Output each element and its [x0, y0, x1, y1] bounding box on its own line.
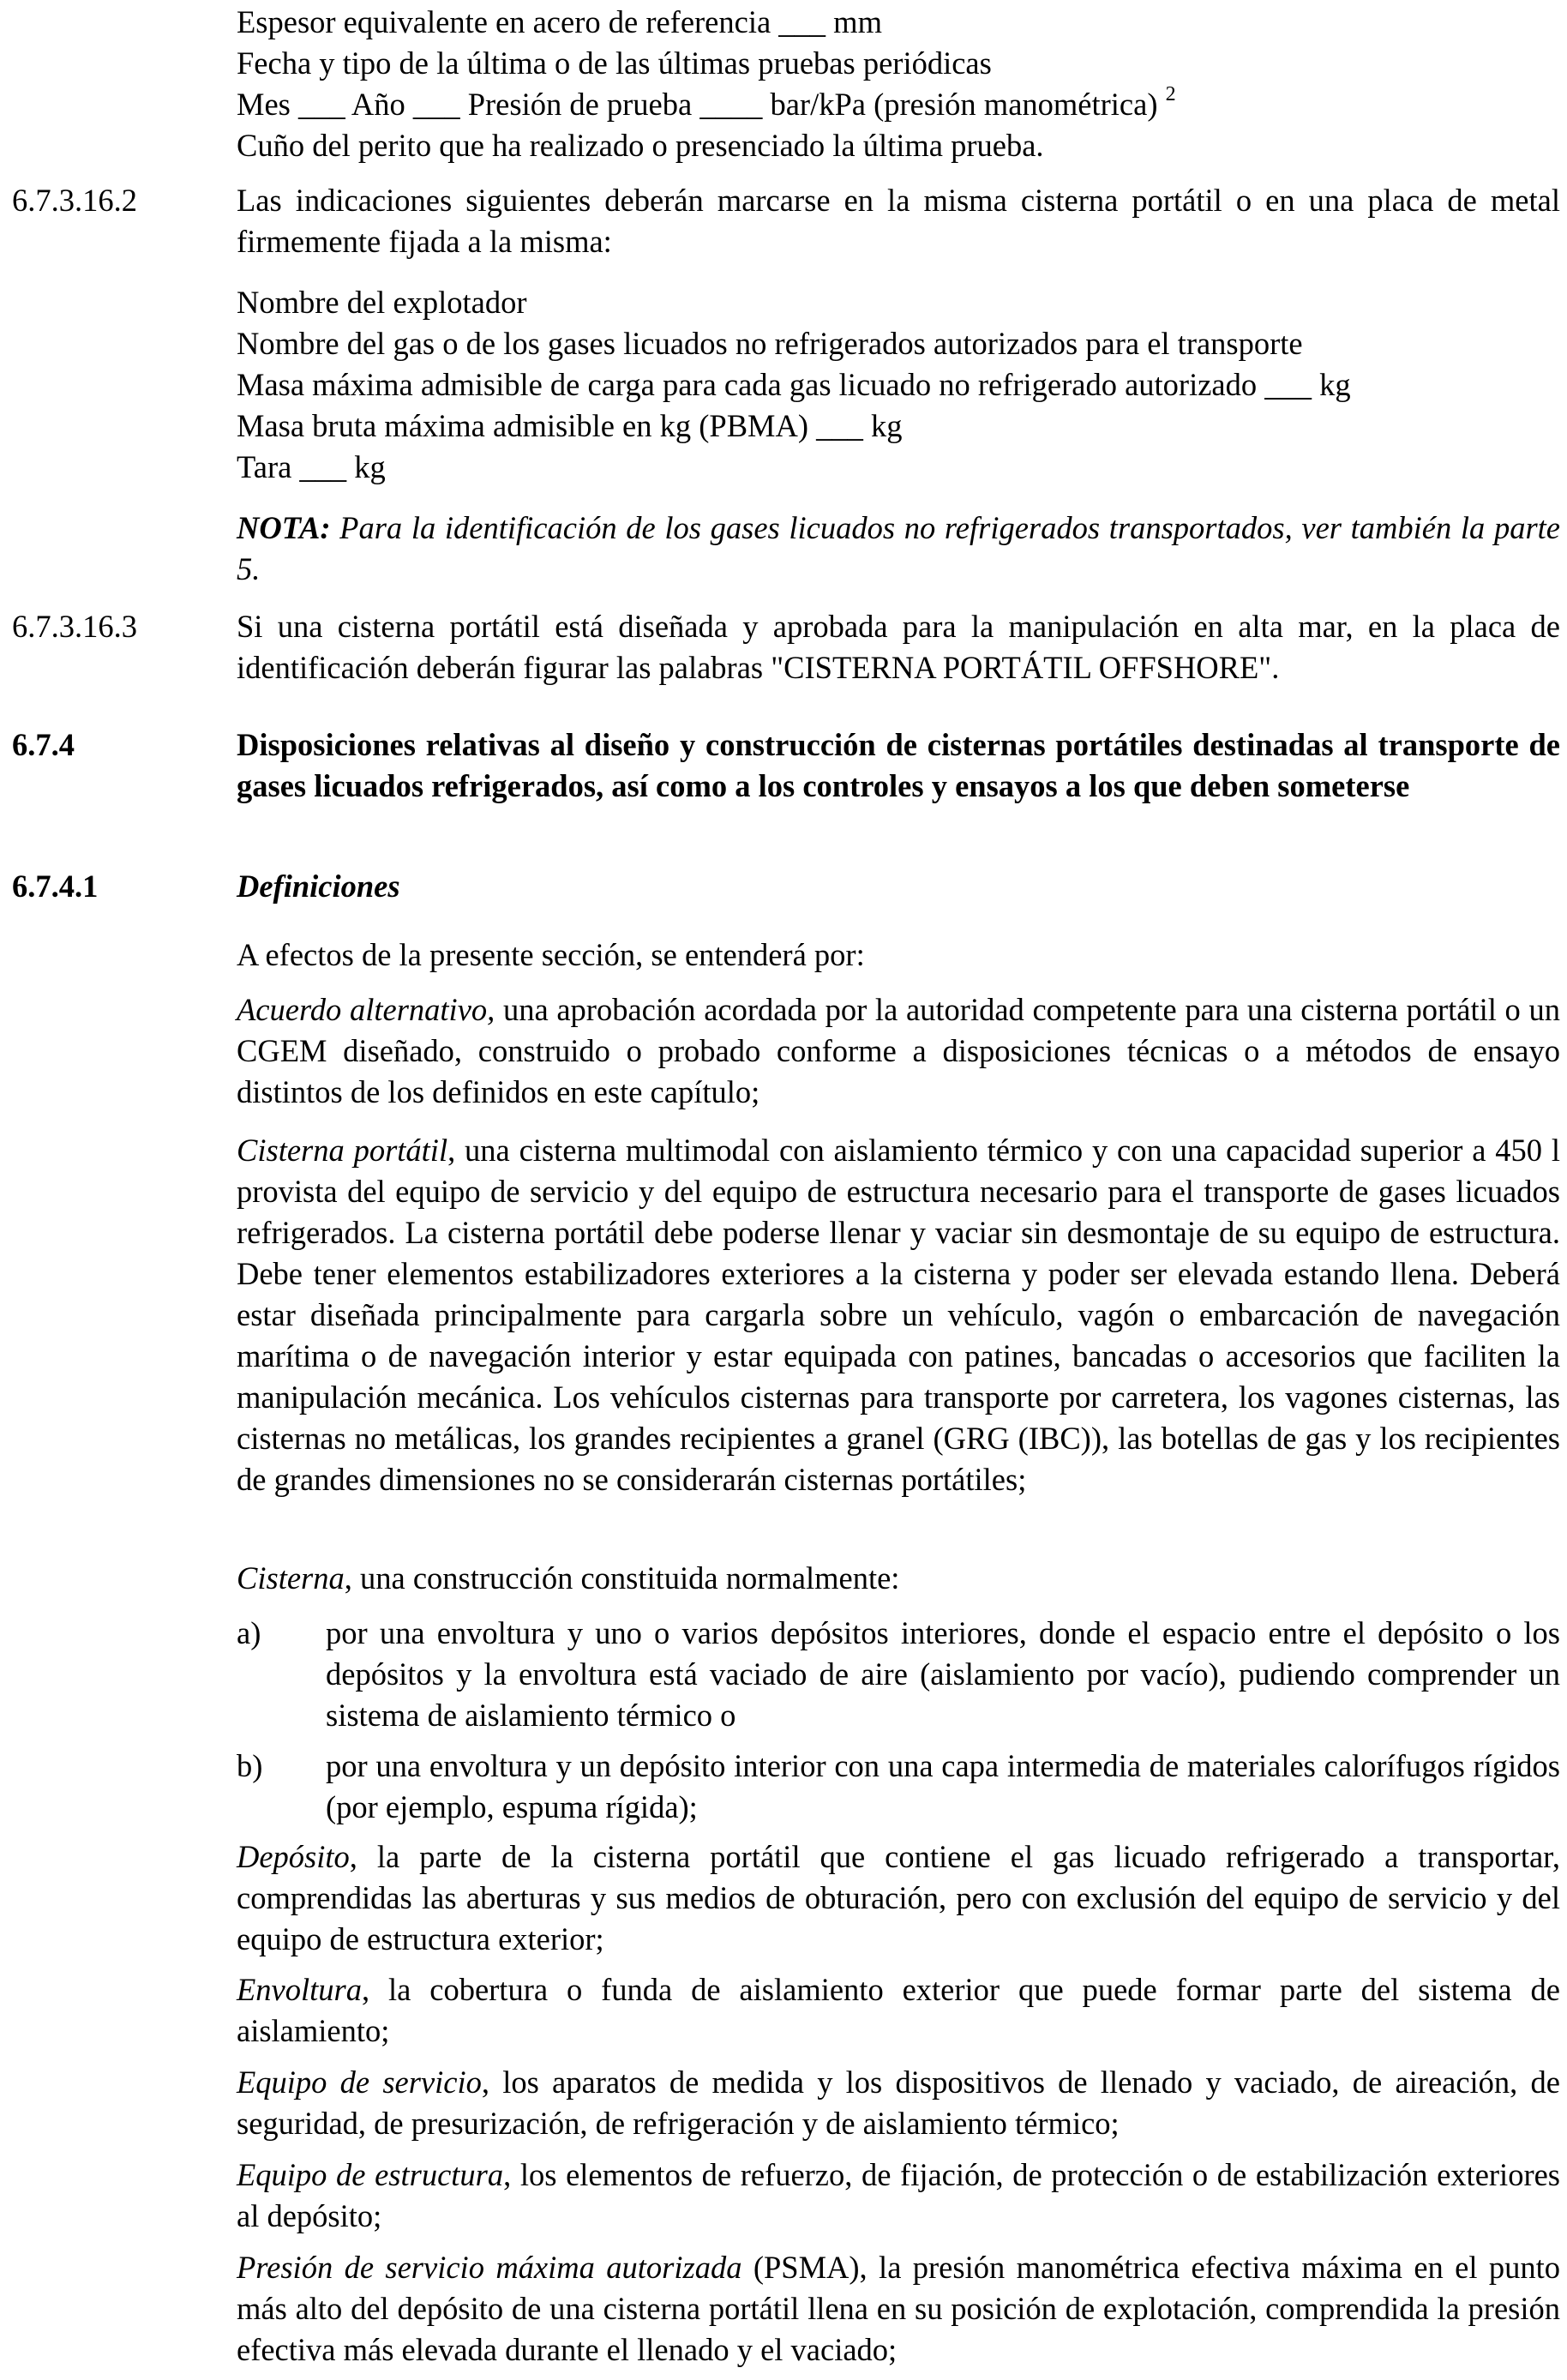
definition-text: , una cisterna multimodal con aislamiento térmico y con una capacidad superior a 450 l provista del equipo de servicio y del equipo de estructura necesario para el transporte de gases licuados refrigerados. La cisterna portátil debe poderse llenar y vaciar sin desmontaje de su equipo de estructura. Debe tener elementos estabilizadores exteriores a la cisterna y poder ser elevada estando llena. Deberá estar diseñada principalmente para cargarla sobre un vehículo, vagón o embarcación de navegación marítima o de navegación interior y estar equipada con patines, bancadas o accesorios que faciliten la manipulación mecánica. Los vehículos cisternas para transporte por carretera, los vagones cisternas, las cisternas no metálicas, los grandes recipientes a granel (GRG (IBC)), las botellas de gas y los recipientes de grandes dimensiones no se considerarán cisternas portátiles; — [237, 1133, 1560, 1497]
definition-cisterna — [237, 1558, 1560, 1599]
definition-psma — [237, 2247, 1560, 2371]
definition-term: Depósito — [237, 1839, 350, 1874]
expert-stamp-line: Cuño del perito que ha realizado o presenciado la última prueba. — [237, 128, 1044, 163]
definition-equipo-servicio — [237, 2062, 1560, 2144]
note-text: Para la identificación de los gases licuados no refrigerados transportados, ver también la parte 5. — [237, 510, 1561, 586]
definition-term: Equipo de estructura — [237, 2157, 504, 2192]
list-item: Tara ___ kg — [237, 449, 386, 484]
definition-term: Presión de servicio máxima autorizada — [237, 2250, 742, 2285]
paragraph-intro: Las indicaciones siguientes deberán marcarse en la misma cisterna portátil o en una placa de metal firmemente fijada a la misma: — [237, 183, 1560, 259]
note-label: NOTA: — [237, 510, 331, 545]
item-text: por una envoltura y uno o varios depósitos interiores, donde el espacio entre el depósito o los depósitos y la envoltura está vaciado de aire (aislamiento por vacío), pudiendo comprender un sistema de aislamiento térmico o — [326, 1615, 1560, 1733]
definitions-intro: A efectos de la presente sección, se entenderá por: — [237, 937, 865, 972]
footnote-ref: 2 — [1165, 82, 1176, 105]
list-item: Nombre del gas o de los gases licuados no refrigerados autorizados para el transporte — [237, 326, 1303, 361]
definition-text: (PSMA), la presión manométrica efectiva máxima en el punto más alto del depósito de una cisterna portátil llena en su posición de explotación, comprendida la presión efectiva más elevada durante el llenado y el vaciado; — [237, 2250, 1561, 2367]
definition-acuerdo-alternativo — [237, 989, 1560, 1113]
reference-thickness-line: Espesor equivalente en acero de referencia ___ mm — [237, 4, 882, 39]
section-number: 6.7.4.1 — [12, 868, 99, 904]
definition-envoltura — [237, 1969, 1560, 2052]
item-text: por una envoltura y un depósito interior con una capa intermedia de materiales calorífugos rígidos (por ejemplo, espuma rígida); — [326, 1748, 1560, 1824]
definition-text: , la cobertura o funda de aislamiento exterior que puede formar parte del sistema de aislamiento; — [237, 1972, 1560, 2048]
definition-term: Cisterna portátil — [237, 1133, 448, 1168]
section-heading: Disposiciones relativas al diseño y construcción de cisternas portátiles destinadas al transporte de gases licuados refrigerados, así como a los controles y ensayos a los que deben someterse — [237, 727, 1560, 803]
test-pressure-line: Mes ___ Año ___ Presión de prueba ____ bar/kPa (presión manométrica) $^2$ — [237, 82, 1176, 122]
definition-term: Envoltura — [237, 1972, 362, 2007]
definition-text: , los aparatos de medida y los dispositivos de llenado y vaciado, de aireación, de seguridad, de presurización, de refrigeración y de aislamiento térmico; — [237, 2064, 1560, 2141]
plate-indications-list — [237, 282, 1560, 488]
section-heading: Definiciones — [237, 868, 400, 904]
periodic-tests-line: Fecha y tipo de la última o de las últimas pruebas periódicas — [237, 45, 992, 81]
definition-cisterna-portatil — [237, 1130, 1560, 1500]
list-item: Nombre del explotador — [237, 285, 527, 320]
definition-text: , los elementos de refuerzo, de fijación, de protección o de estabilización exteriores al depósito; — [237, 2157, 1560, 2233]
item-label: a) — [237, 1615, 261, 1650]
paragraph-text: Si una cisterna portátil está diseñada y aprobada para la manipulación en alta mar, en la placa de identificación deberán figurar las palabras "CISTERNA PORTÁTIL OFFSHORE". — [237, 609, 1560, 685]
definition-text: , una construcción constituida normalmente: — [344, 1560, 900, 1596]
definition-text: , la parte de la cisterna portátil que contiene el gas licuado refrigerado a transportar, comprendidas las aberturas y sus medios de obturación, pero con exclusión del equipo de servicio y del equipo de estructura exterior; — [237, 1839, 1560, 1956]
plate-continuation-lines — [237, 2, 1560, 166]
definition-text: una aprobación acordada por la autoridad competente para una cisterna portátil o un CGEM diseñado, construido o probado conforme a disposiciones técnicas o a métodos de ensayo distintos de los definidos en este capítulo; — [237, 992, 1560, 1109]
section-number: 6.7.3.16.3 — [12, 609, 137, 644]
definition-equipo-estructura — [237, 2155, 1560, 2237]
definition-term: Equipo de servicio — [237, 2064, 482, 2100]
list-item: Masa bruta máxima admisible en kg (PBMA) ___ kg — [237, 408, 903, 443]
item-label: b) — [237, 1748, 263, 1783]
definition-deposito — [237, 1836, 1560, 1960]
note — [237, 508, 1560, 590]
definition-term: Cisterna — [237, 1560, 345, 1596]
definition-term: Acuerdo alternativo, — [237, 992, 495, 1027]
section-number: 6.7.3.16.2 — [12, 183, 137, 218]
section-number: 6.7.4 — [12, 727, 75, 762]
list-item: Masa máxima admisible de carga para cada gas licuado no refrigerado autorizado ___ kg — [237, 367, 1351, 402]
